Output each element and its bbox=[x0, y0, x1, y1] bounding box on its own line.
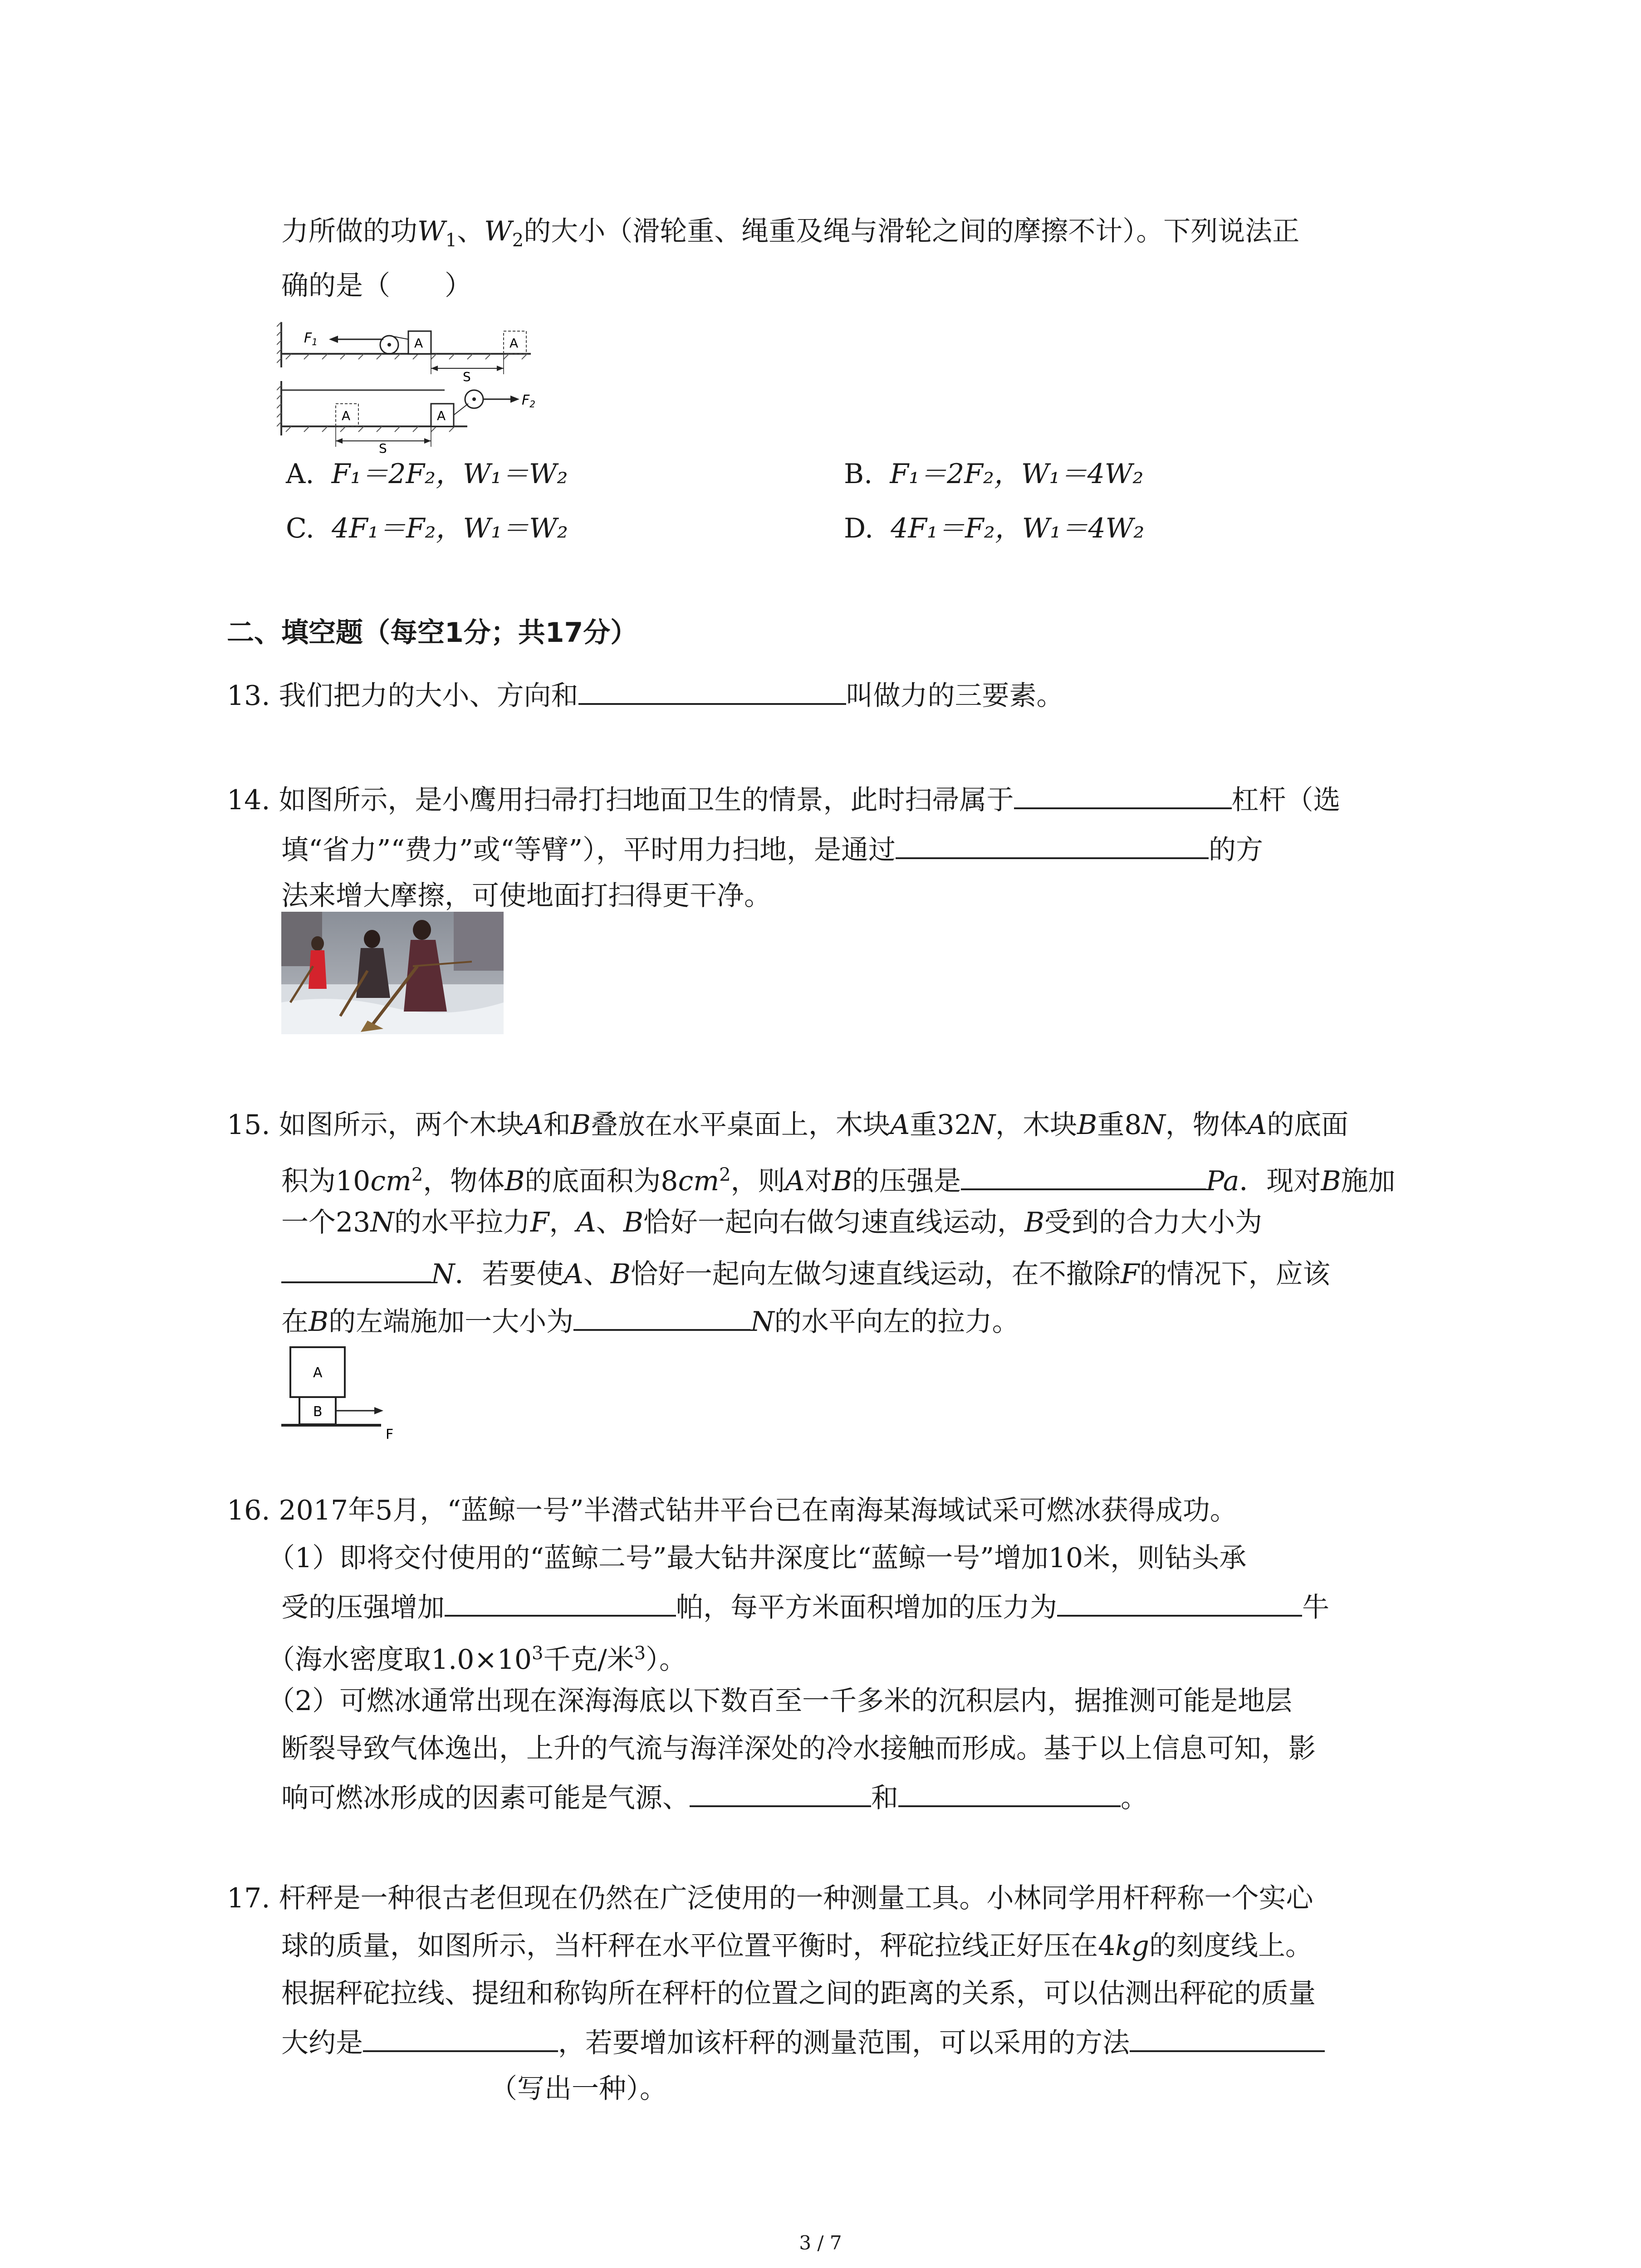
q12-option-d[interactable]: D. 4F₁＝F₂，W₁＝4W₂ bbox=[844, 513, 1145, 544]
svg-text:S: S bbox=[463, 369, 471, 384]
q16-blank-2[interactable] bbox=[1057, 1588, 1302, 1617]
q16-line-6: 断裂导致气体逸出，上升的气流与海洋深处的冷水接触而形成。基于以上信息可知，影 bbox=[281, 1733, 1316, 1765]
q16-line-5: （2）可燃冰通常出现在深海海底以下数百至一千多米的沉积层内，据推测可能是地层 bbox=[268, 1685, 1293, 1717]
q16-blank-4[interactable] bbox=[898, 1778, 1121, 1807]
q15-line-5: 在B的左端施加一大小为 N的水平向左的拉力。 bbox=[281, 1302, 1019, 1340]
q17-line-3: 根据秤砣拉线、提纽和称钩所在秤杆的位置之间的距离的关系，可以估测出秤砣的质量 bbox=[281, 1978, 1316, 2009]
q14-line-3: 法来增大摩擦，可使地面打扫得更干净。 bbox=[281, 880, 771, 912]
q14-line-1: 14. 如图所示，是小鹰用扫帚打扫地面卫生的情景，此时扫帚属于 杠杆（选 bbox=[227, 780, 1341, 818]
svg-text:F: F bbox=[386, 1427, 394, 1442]
q16-line-3: 受的压强增加 帕，每平方米面积增加的压力为 牛 bbox=[281, 1588, 1329, 1626]
q16-line-7: 响可燃冰形成的因素可能是气源、 和 。 bbox=[281, 1778, 1148, 1816]
q15-blank-2[interactable] bbox=[281, 1254, 431, 1283]
svg-text:B: B bbox=[313, 1404, 323, 1420]
q13-blank[interactable] bbox=[578, 676, 846, 705]
q14-line-2: 填“省力”“费力”或“等臂”），平时用力扫地，是通过 的方 bbox=[281, 830, 1263, 868]
svg-text:A: A bbox=[437, 408, 446, 423]
blocks-figure bbox=[277, 1343, 408, 1442]
q14-blank-1[interactable] bbox=[1014, 780, 1232, 809]
q12-option-b[interactable]: B. F₁＝2F₂，W₁＝4W₂ bbox=[844, 458, 1144, 490]
q17-blank-2[interactable] bbox=[1130, 2023, 1325, 2052]
q16-line-4: （海水密度取$1.0\times 10^3$千克/米$^3$）。 bbox=[268, 1643, 687, 1676]
q15-line-4: N．若要使A、B恰好一起向左做匀速直线运动，在不撤除F的情况下，应该 bbox=[281, 1254, 1330, 1292]
q16-blank-3[interactable] bbox=[690, 1778, 871, 1807]
page-number: 3 / 7 bbox=[799, 2232, 842, 2254]
sweeping-photo bbox=[281, 912, 504, 1034]
q12-line-1: 力所做的功$W_1$、$W_2$的大小（滑轮重、绳重及绳与滑轮之间的摩擦不计）。下列说法正 bbox=[281, 215, 1300, 251]
q16-line-2: （1）即将交付使用的“蓝鲸二号”最大钻井深度比“蓝鲸一号”增加10米，则钻头承 bbox=[268, 1542, 1247, 1574]
svg-text:A: A bbox=[342, 408, 351, 423]
q12-line-2: 确的是（ ） bbox=[281, 270, 472, 302]
q15-blank-3[interactable] bbox=[573, 1302, 750, 1331]
q17-line-4: 大约是 ，若要增加该杆秤的测量范围，可以采用的方法 bbox=[281, 2023, 1325, 2061]
q15-line-2: 积为$10cm^2$，物体B的底面积为$8cm^2$，则A对B的压强是 Pa．现对B施加 bbox=[281, 1157, 1396, 1199]
q12-option-a[interactable]: A. F₁＝2F₂，W₁＝W₂ bbox=[286, 458, 568, 490]
q17-line-5: （写出一种）。 bbox=[490, 2073, 667, 2105]
q17-blank-1[interactable] bbox=[363, 2023, 558, 2052]
q17-line-1: 17. 杆秤是一种很古老但现在仍然在广泛使用的一种测量工具。小林同学用杆秤称一个实心 bbox=[227, 1882, 1313, 1914]
f2-label: $F_2$ bbox=[522, 392, 535, 410]
svg-text:S: S bbox=[379, 441, 387, 454]
svg-text:A: A bbox=[313, 1365, 323, 1381]
section-2-title: 二、填空题（每空1分；共17分） bbox=[227, 617, 638, 649]
svg-text:A: A bbox=[509, 336, 519, 351]
q17-line-2: 球的质量，如图所示，当杆秤在水平位置平衡时，秤砣拉线正好压在4kg的刻度线上。 bbox=[281, 1930, 1313, 1962]
q12-option-c[interactable]: C. 4F₁＝F₂，W₁＝W₂ bbox=[286, 513, 568, 544]
q13: 13. 我们把力的大小、方向和 叫做力的三要素。 bbox=[227, 676, 1064, 714]
q16-blank-1[interactable] bbox=[445, 1588, 676, 1617]
q14-blank-2[interactable] bbox=[896, 830, 1209, 859]
q15-blank-1[interactable] bbox=[961, 1161, 1206, 1190]
svg-text:A: A bbox=[414, 336, 423, 351]
q16-line-1: 16. 2017年5月，“蓝鲸一号”半潜式钻井平台已在南海某海域试采可燃冰获得成功。 bbox=[227, 1495, 1237, 1526]
q15-line-3: 一个23N的水平拉力F，A、B恰好一起向右做匀速直线运动，B受到的合力大小为 bbox=[281, 1207, 1263, 1238]
q15-line-1: 15. 如图所示，两个木块A和B叠放在水平桌面上，木块A重32N，木块B重8N，物体A的底面 bbox=[227, 1109, 1349, 1141]
pulley-figure bbox=[277, 318, 558, 454]
f1-label: $F_1$ bbox=[304, 330, 318, 347]
